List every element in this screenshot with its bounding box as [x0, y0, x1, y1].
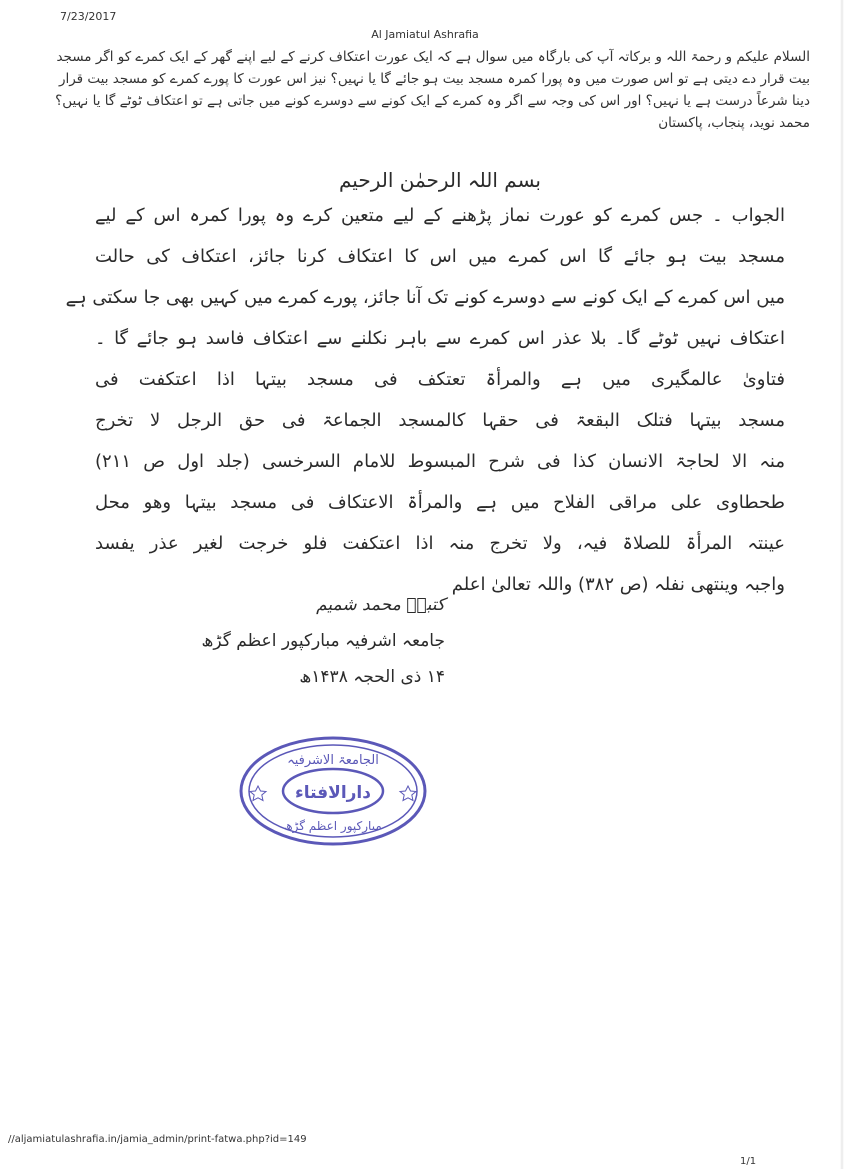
stamp-seal-graphic: [238, 735, 428, 847]
question-text: السلام علیکم و رحمۃ اللہ و برکاتہ آپ کی بارگاہ میں سوال ہے کہ ایک عورت اعتکاف کرنے کے لیے اپنے گھر کے ایک کمرے کو اگر مسجد بیت قرار دے دیتی ہے تو اس صورت میں وہ پورا کمرہ مسجد بیت ہو جائے گا یا نہیں؟ نیز اس عورت کا پورے کمرے کو مسجد بیت قرار دینا شرعاً درست ہے یا نہیں؟ اور اس کی وجہ سے اگر وہ کمرے کے ایک کونے سے دوسرے کونے میں جاتی ہے تو اعتکاف ٹوٹے گا یا نہیں؟ محمد نوید، پنجاب، پاکستان: [55, 49, 810, 131]
answer-line: مسجد بیتہا فتلک البقعۃ فی حقہا کالمسجد الجماعۃ فی حق الرجل لا تخرج: [95, 410, 785, 431]
scan-edge: [840, 0, 844, 1169]
print-footer: [0, 1130, 850, 1169]
signature-institution: جامعہ اشرفیہ مبارکپور اعظم گڑھ: [201, 631, 445, 651]
signature-date: ۱۴ ذی الحجہ ۱۴۳۸ھ: [299, 667, 445, 687]
answer-line: عینتہ المرأۃ للصلاۃ فیہ، ولا تخرج منہ اذا اعتکفت فلو خرجت لغیر عذر یفسد: [95, 533, 785, 554]
stamp-center-text: دارالافتاء: [295, 783, 371, 803]
print-url: //aljamiatulashrafia.in/jamia_admin/print-fatwa.php?id=149: [8, 1134, 307, 1145]
bismillah: بسم اللہ الرحمٰن الرحیم: [338, 168, 541, 192]
stamp-outer-text: الجامعۃ الاشرفیہ: [287, 753, 379, 768]
signature-block: [201, 590, 445, 698]
star-right-icon: [400, 786, 416, 801]
handwritten-answer: [65, 168, 785, 612]
stamp-bottom-text: مبارکپور اعظم گڑھ: [284, 819, 382, 833]
darul-ifta-stamp: [238, 735, 428, 847]
answer-line: منہ الا لحاجۃ الانسان کذا فی شرح المبسوط للامام السرخسی (جلد اول ص ۲۱۱): [95, 451, 785, 472]
star-left-icon: [250, 786, 266, 801]
site-title: Al Jamiatul Ashrafia: [371, 28, 479, 41]
answer-line: فتاویٰ عالمگیری میں ہے والمرأۃ تعتکف فی مسجد بیتہا اذا اعتکفت فی: [95, 369, 785, 390]
answer-line: اعتکاف نہیں ٹوٹے گا۔ بلا عذر اس کمرے سے باہر نکلنے سے اعتکاف فاسد ہو جائے گا ۔: [95, 328, 785, 349]
print-date: 7/23/2017: [60, 10, 117, 23]
signature: کتبہٗ محمد شمیم: [316, 595, 445, 615]
print-header: [0, 0, 850, 40]
answer-line: الجواب ۔ جس کمرے کو عورت نماز پڑھنے کے لیے متعین کرے وہ پورا کمرہ اس کے لیے: [95, 205, 785, 226]
page-number: 1/1: [740, 1156, 757, 1167]
answer-line: مسجد بیت ہو جائے گا اس کمرے میں اس کا اعتکاف کرنا جائز، اعتکاف کی حالت: [95, 246, 785, 267]
answer-line: میں اس کمرے کے ایک کونے سے دوسرے کونے تک آنا جائز، پورے کمرے میں کہیں بھی جا سکتی ہے: [65, 287, 785, 308]
answer-line: طحطاوی علی مراقی الفلاح میں ہے والمرأۃ الاعتکاف فی مسجد بیتہا وھو محل: [95, 492, 785, 513]
answer-line: واجبہ وینتھی نفلہ (ص ۳۸۲) واللہ تعالیٰ اعلم: [451, 574, 785, 595]
